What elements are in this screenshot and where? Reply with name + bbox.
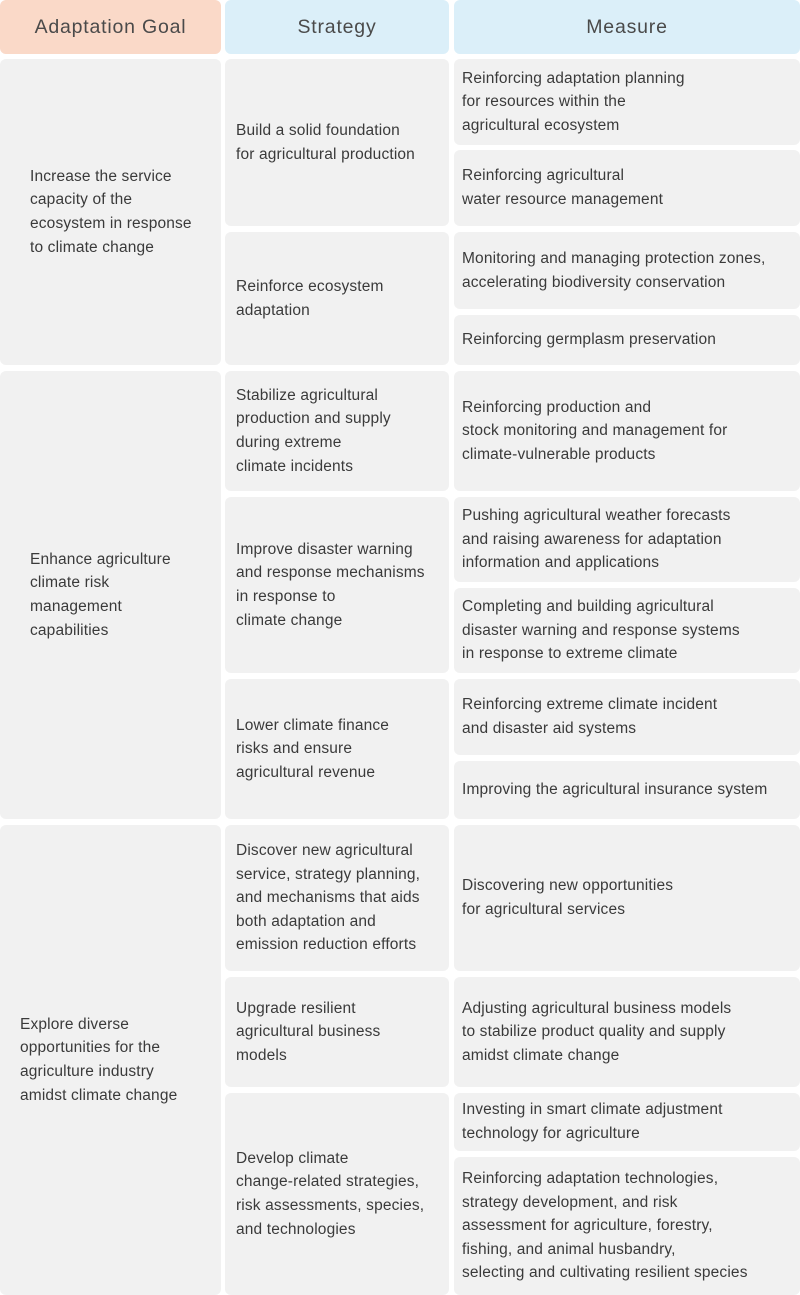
strategy-cell-business-models: Upgrade resilient agricultural business models	[225, 977, 449, 1087]
measure-cell: Reinforcing adaptation planning for resources within the agricultural ecosystem	[454, 59, 800, 145]
strategy-cell-climate-technologies: Develop climate change-related strategies, risk assessments, species, and technologies	[225, 1093, 449, 1295]
strategy-cell-foundation: Build a solid foundation for agricultural production	[225, 59, 449, 226]
measure-cell: Reinforcing germplasm preservation	[454, 315, 800, 365]
measure-cell: Monitoring and managing protection zones, accelerating biodiversity conservation	[454, 232, 800, 309]
measure-cell: Completing and building agricultural disaster warning and response systems in response to extreme climate	[454, 588, 800, 673]
measure-cell: Investing in smart climate adjustment technology for agriculture	[454, 1093, 800, 1151]
goal-cell-ecosystem: Increase the service capacity of the ecosystem in response to climate change	[0, 59, 221, 365]
measure-cell: Reinforcing adaptation technologies, strategy development, and risk assessment for agriculture, forestry, fishing, and animal husbandry, selecting and cultivating resilient species	[454, 1157, 800, 1295]
strategy-cell-stabilize-production: Stabilize agricultural production and supply during extreme climate incidents	[225, 371, 449, 491]
header-adaptation-goal: Adaptation Goal	[0, 0, 221, 54]
measure-cell: Adjusting agricultural business models to stabilize product quality and supply amidst climate change	[454, 977, 800, 1087]
header-measure: Measure	[454, 0, 800, 54]
strategy-cell-new-services: Discover new agricultural service, strategy planning, and mechanisms that aids both adaptation and emission reduction efforts	[225, 825, 449, 971]
strategy-cell-finance-risks: Lower climate finance risks and ensure agricultural revenue	[225, 679, 449, 819]
measure-cell: Pushing agricultural weather forecasts and raising awareness for adaptation information and applications	[454, 497, 800, 582]
measure-cell: Reinforcing production and stock monitoring and management for climate-vulnerable products	[454, 371, 800, 491]
goal-cell-risk-management: Enhance agriculture climate risk management capabilities	[0, 371, 221, 819]
goal-cell-opportunities: Explore diverse opportunities for the agriculture industry amidst climate change	[0, 825, 221, 1295]
measure-cell: Reinforcing extreme climate incident and disaster aid systems	[454, 679, 800, 755]
measure-cell: Reinforcing agricultural water resource management	[454, 150, 800, 226]
strategy-cell-disaster-warning: Improve disaster warning and response mechanisms in response to climate change	[225, 497, 449, 673]
header-strategy: Strategy	[225, 0, 449, 54]
measure-cell: Discovering new opportunities for agricultural services	[454, 825, 800, 971]
measure-cell: Improving the agricultural insurance system	[454, 761, 800, 819]
strategy-cell-ecosystem-adaptation: Reinforce ecosystem adaptation	[225, 232, 449, 365]
